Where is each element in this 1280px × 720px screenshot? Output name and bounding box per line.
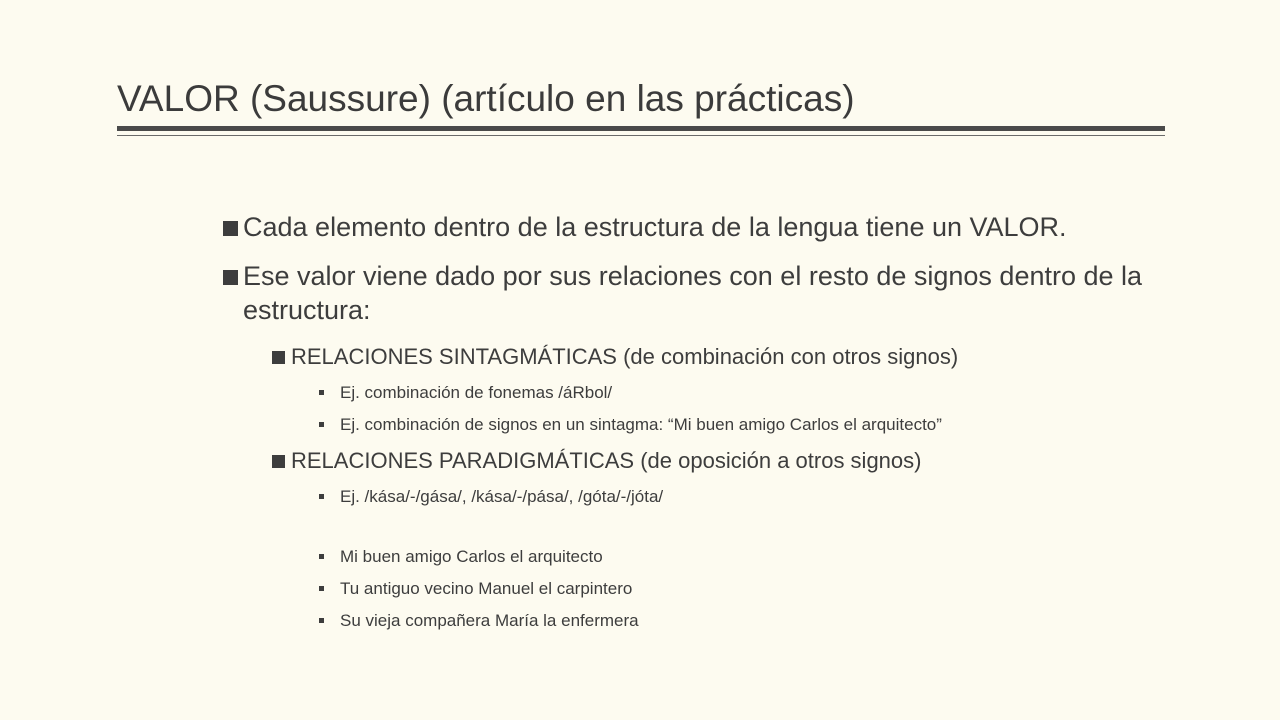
bullet-text: Tu antiguo vecino Manuel el carpintero — [340, 579, 633, 598]
square-bullet-icon — [223, 221, 238, 236]
bullet-text: Ej. combinación de fonemas /áRbol/ — [340, 383, 613, 402]
bullet-level3-phrase — [317, 610, 1181, 632]
title-rule-thick — [117, 126, 1165, 131]
slide-title: VALOR (Saussure) (artículo en las prácticas) — [117, 78, 855, 119]
small-square-bullet-icon — [319, 554, 324, 559]
small-square-bullet-icon — [319, 618, 324, 623]
square-bullet-icon — [272, 455, 285, 468]
slide-body — [221, 210, 1181, 642]
bullet-level2-syntagmatic — [271, 342, 1181, 372]
bullet-level3-phrase — [317, 546, 1181, 568]
small-square-bullet-icon — [319, 422, 324, 427]
square-bullet-icon — [272, 351, 285, 364]
bullet-text: RELACIONES PARADIGMÁTICAS (de oposición a otros signos) — [291, 448, 922, 473]
small-square-bullet-icon — [319, 586, 324, 591]
bullet-level1 — [221, 259, 1181, 327]
small-square-bullet-icon — [319, 494, 324, 499]
bullet-text: Ej. /kása/-/gása/, /kása/-/pása/, /góta/-/jóta/ — [340, 487, 664, 506]
spacer — [221, 518, 1181, 546]
bullet-text: Su vieja compañera María la enfermera — [340, 611, 639, 630]
bullet-text: Cada elemento dentro de la estructura de la lengua tiene un VALOR. — [243, 212, 1067, 242]
bullet-level1 — [221, 210, 1181, 244]
bullet-text: RELACIONES SINTAGMÁTICAS (de combinación con otros signos) — [291, 344, 959, 369]
bullet-level3-phrase — [317, 578, 1181, 600]
bullet-text: Ej. combinación de signos en un sintagma: “Mi buen amigo Carlos el arquitecto” — [340, 415, 942, 434]
bullet-level3 — [317, 382, 1181, 404]
small-square-bullet-icon — [319, 390, 324, 395]
square-bullet-icon — [223, 270, 238, 285]
bullet-level2-paradigmatic — [271, 446, 1181, 476]
bullet-text: Mi buen amigo Carlos el arquitecto — [340, 547, 603, 566]
title-rule-thin — [117, 135, 1165, 136]
bullet-level3 — [317, 414, 1181, 436]
bullet-level3 — [317, 486, 1181, 508]
bullet-text: Ese valor viene dado por sus relaciones con el resto de signos dentro de la estructura: — [243, 261, 1143, 325]
